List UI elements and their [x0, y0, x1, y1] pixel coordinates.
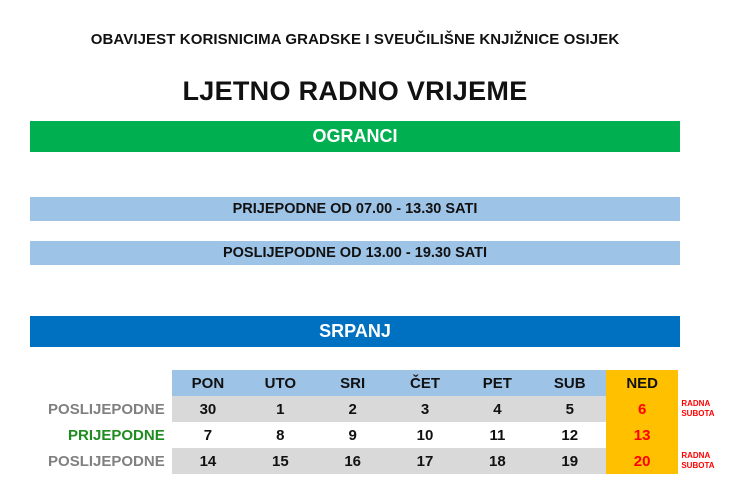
- date-cell: 10: [416, 426, 434, 444]
- day-header: ČET: [389, 370, 461, 396]
- note-line: SUBOTA: [681, 461, 715, 470]
- day-header: SRI: [317, 370, 389, 396]
- notice-heading: OBAVIJEST KORISNICIMA GRADSKE I SVEUČILIŠNE KNJIŽNICE OSIJEK: [90, 31, 620, 48]
- date-cell: 18: [461, 448, 533, 474]
- note-line: SUBOTA: [681, 409, 715, 418]
- section-banner: OGRANCI: [30, 121, 680, 152]
- working-saturday-note: [678, 396, 741, 422]
- date-cell: 7: [203, 426, 213, 444]
- date-cell: 17: [389, 448, 461, 474]
- date-cell: 30: [172, 396, 244, 422]
- date-cell: 19: [534, 448, 606, 474]
- day-header-row: [30, 370, 741, 396]
- date-cell: 2: [317, 396, 389, 422]
- sunday-date-cell: 6: [606, 396, 678, 422]
- sunday-date-cell: 13: [606, 422, 678, 448]
- shift-label: PRIJEPODNE: [68, 426, 165, 444]
- shift-label: POSLIJEPODNE: [48, 400, 165, 418]
- day-header-sunday: NED: [606, 370, 678, 396]
- week-row: [30, 448, 741, 474]
- date-cell: 14: [172, 448, 244, 474]
- header-spacer: [30, 370, 172, 396]
- date-cell: 5: [534, 396, 606, 422]
- schedule-table: [30, 370, 741, 474]
- day-header: PET: [461, 370, 533, 396]
- date-cell: 4: [461, 396, 533, 422]
- page-title: LJETNO RADNO VRIJEME: [182, 76, 528, 106]
- date-cell: 11: [489, 426, 506, 444]
- day-header: SUB: [534, 370, 606, 396]
- note-empty: [678, 422, 741, 448]
- note-line: RADNA: [681, 451, 711, 460]
- sunday-date-cell: 20: [606, 448, 678, 474]
- date-cell: 12: [561, 426, 579, 444]
- morning-hours-bar: PRIJEPODNE OD 07.00 - 13.30 SATI: [30, 197, 680, 221]
- week-row: [30, 396, 741, 422]
- date-cell: 8: [276, 426, 285, 444]
- header-note-spacer: [678, 370, 741, 396]
- week-row: [30, 422, 741, 448]
- shift-label: POSLIJEPODNE: [48, 452, 165, 470]
- date-cell: 3: [389, 396, 461, 422]
- working-saturday-note: [678, 448, 741, 474]
- month-banner: SRPANJ: [30, 316, 680, 347]
- date-cell: 15: [244, 448, 316, 474]
- date-cell: 1: [244, 396, 316, 422]
- date-cell: 16: [317, 448, 389, 474]
- note-line: RADNA: [681, 399, 711, 408]
- afternoon-hours-bar: POSLIJEPODNE OD 13.00 - 19.30 SATI: [30, 241, 680, 265]
- day-header: PON: [172, 370, 244, 396]
- date-cell: 9: [348, 426, 357, 444]
- day-header: UTO: [244, 370, 316, 396]
